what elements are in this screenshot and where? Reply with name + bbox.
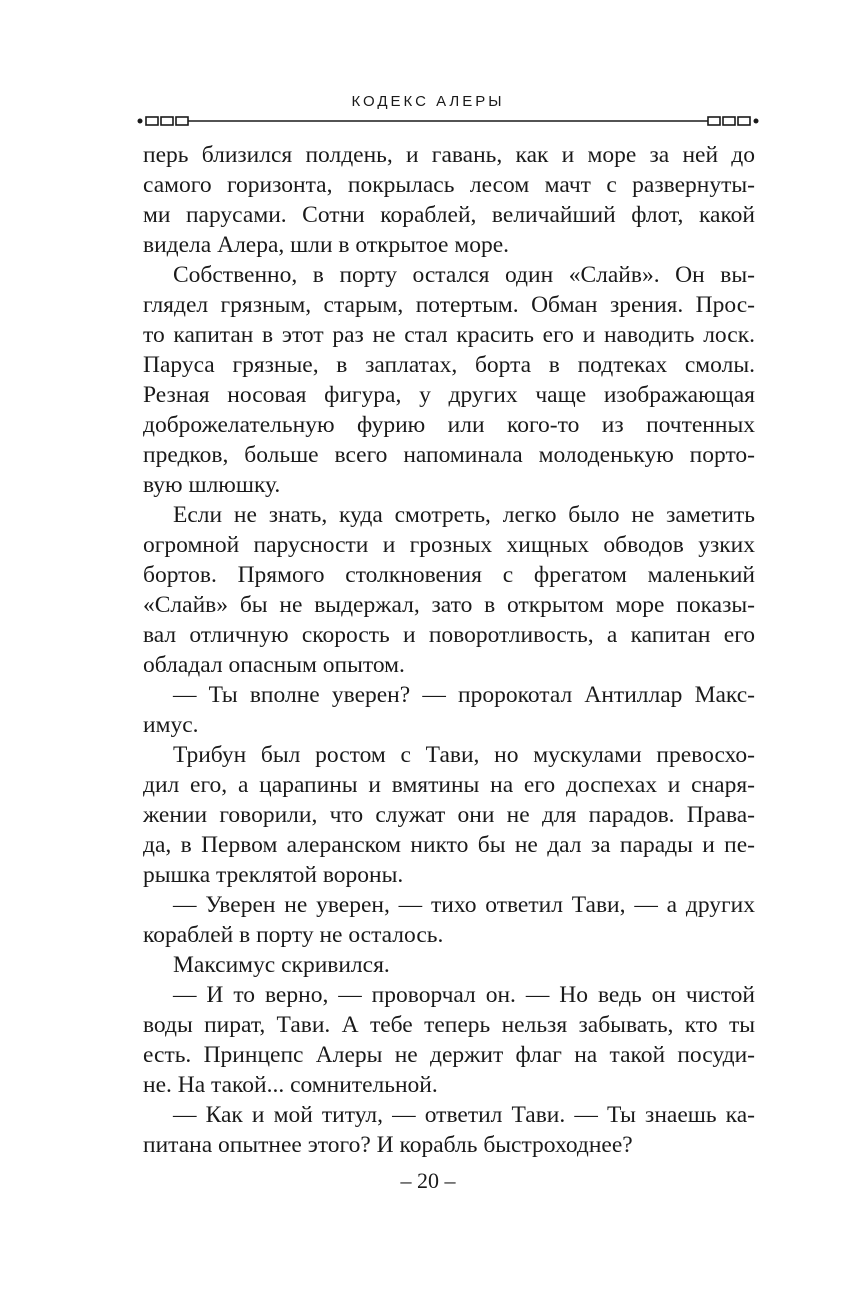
text-line: ми парусами. Сотни кораблей, величайший флот, какой <box>143 202 755 228</box>
text-line: — Ты вполне уверен? — пророкотал Антиллар Макс- <box>173 682 755 708</box>
text-line: — И то верно, — проворчал он. — Но ведь он чистой <box>173 982 755 1008</box>
text-line: кораблей в порту не осталось. <box>143 922 444 948</box>
text-line: не. На такой... сомнительной. <box>143 1072 438 1098</box>
text-line: питана опытнее этого? И корабль быстроходнее? <box>143 1132 633 1158</box>
text-line: видела Алера, шли в открытое море. <box>143 232 510 258</box>
text-line: воды пират, Тави. А тебе теперь нельзя забывать, кто ты <box>143 1012 755 1038</box>
running-title: КОДЕКС АЛЕРЫ <box>351 93 505 110</box>
text-line: Максимус скривился. <box>173 952 390 978</box>
header-ornament <box>136 114 760 128</box>
text-line: да, в Первом алеранском никто бы не дал за парады и пе- <box>143 832 755 858</box>
text-line: самого горизонта, покрылась лесом мачт с развернуты- <box>143 172 755 198</box>
text-line: «Слайв» бы не выдержал, зато в открытом море показы- <box>143 592 755 618</box>
text-line: бортов. Прямого столкновения с фрегатом маленький <box>143 562 755 588</box>
text-line: — Как и мой титул, — ответил Тави. — Ты знаешь ка- <box>173 1102 755 1128</box>
text-line: вал отличную скорость и поворотливость, а капитан его <box>143 622 755 648</box>
text-line: то капитан в этот раз не стал красить его и наводить лоск. <box>143 322 755 348</box>
page-number: – 20 – <box>400 1168 456 1193</box>
text-line: — Уверен не уверен, — тихо ответил Тави, — а других <box>173 892 755 918</box>
text-line: предков, больше всего напоминала молоденькую порто- <box>143 442 755 468</box>
text-line: Паруса грязные, в заплатах, борта в подтеках смолы. <box>143 352 755 378</box>
text-line: Собственно, в порту остался один «Слайв». Он вы- <box>173 262 755 288</box>
text-line: есть. Принцепс Алеры не держит флаг на такой посуди- <box>143 1042 755 1068</box>
text-line: перь близился полдень, и гавань, как и море за ней до <box>143 142 755 168</box>
body-text <box>143 140 755 1160</box>
text-line: рышка треклятой вороны. <box>143 862 404 888</box>
text-line: имус. <box>143 712 199 738</box>
text-line: дил его, а царапины и вмятины на его доспехах и снаря- <box>143 772 755 798</box>
text-line: огромной парусности и грозных хищных обводов узких <box>143 532 755 558</box>
text-line: глядел грязным, старым, потертым. Обман зрения. Прос- <box>143 292 755 318</box>
text-line: Трибун был ростом с Тави, но мускулами превосхо- <box>173 742 755 768</box>
text-line: жении говорили, что служат они не для парадов. Права- <box>143 802 755 828</box>
text-line: Если не знать, куда смотреть, легко было не заметить <box>173 502 755 528</box>
text-line: обладал опасным опытом. <box>143 652 405 678</box>
text-line: доброжелательную фурию или кого-то из почтенных <box>143 412 755 438</box>
text-line: Резная носовая фигура, у других чаще изображающая <box>143 382 755 408</box>
text-line: вую шлюшку. <box>143 472 281 498</box>
